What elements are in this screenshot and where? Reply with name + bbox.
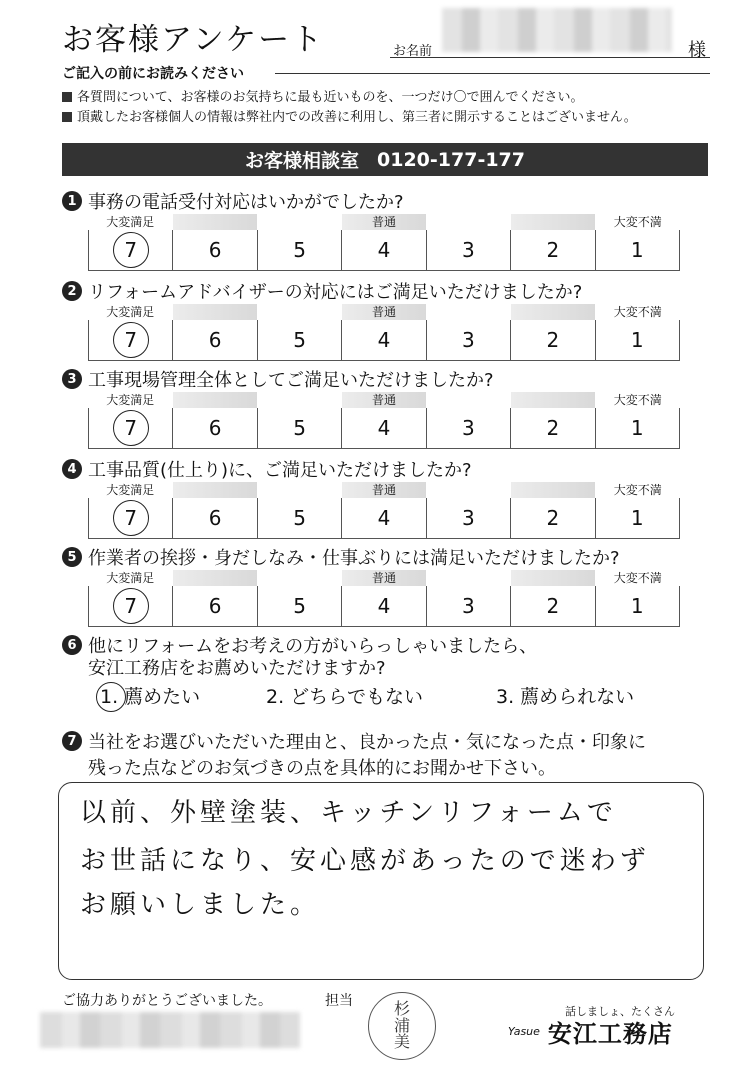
scale-bottom-rule (88, 538, 680, 539)
rating-value: 5 (293, 416, 306, 440)
rating-option-1[interactable] (595, 408, 680, 448)
question-text: 工事品質(仕上り)に、ご満足いただけましたか? (88, 460, 472, 481)
rating-value: 2 (546, 594, 560, 618)
rating-value: 1 (630, 506, 644, 530)
question-3 (62, 366, 494, 392)
scale-header-band (426, 214, 511, 230)
scale-header-band (257, 392, 342, 408)
scale-label-best: 大変満足 (88, 304, 173, 320)
option-recommend[interactable]: 1. 薦めたい (100, 686, 201, 708)
question-1 (62, 188, 404, 214)
name-redacted (442, 8, 672, 52)
rating-value: 4 (377, 416, 391, 440)
scale-header-band (426, 482, 511, 498)
scale-label-best: 大変満足 (88, 392, 173, 408)
selected-rating-ring (113, 588, 149, 624)
scale-label-best: 大変満足 (88, 482, 173, 498)
rating-option-3[interactable] (426, 498, 510, 538)
rating-option-6[interactable] (172, 586, 256, 626)
rating-value: 3 (462, 416, 475, 440)
scale-bottom-rule (88, 448, 680, 449)
rating-value: 2 (546, 416, 560, 440)
banner-label: お客様相談室 (245, 150, 360, 172)
question-text: 事務の電話受付対応はいかがでしたか? (88, 192, 404, 213)
rating-option-5[interactable] (257, 498, 341, 538)
intro-line: 各質問について、お客様のお気持ちに最も近いものを、一つだけ〇で囲んでください。 (62, 86, 583, 105)
staff-seal-stamp: 杉 浦 美 (368, 992, 436, 1060)
question-number-icon: 4 (62, 459, 82, 479)
rating-option-5[interactable] (257, 408, 341, 448)
rating-value: 4 (377, 506, 391, 530)
handwritten-answer-line: お世話になり、安心感があったので迷わず (80, 846, 650, 876)
rating-option-3[interactable] (426, 408, 510, 448)
rating-value: 2 (546, 238, 560, 262)
rating-value: 1 (630, 328, 644, 352)
scale-label-worst: 大変不満 (595, 570, 680, 586)
question-text: 当社をお選びいただいた理由と、良かった点・気になった点・印象に (88, 732, 646, 753)
rating-option-5[interactable] (257, 230, 341, 270)
rating-value: 6 (208, 506, 222, 530)
option-not-recommend[interactable]: 3. 薦められない (496, 686, 635, 708)
scale-header-band (173, 570, 258, 586)
rating-option-5[interactable] (257, 320, 341, 360)
rating-option-2[interactable] (510, 498, 594, 538)
rating-value: 2 (546, 506, 560, 530)
rating-value: 6 (208, 328, 222, 352)
handwritten-answer-line: お願いしました。 (80, 890, 321, 920)
rating-scale (88, 482, 680, 540)
question-5 (62, 544, 620, 570)
rating-option-4[interactable] (341, 408, 425, 448)
company-logo (508, 1014, 673, 1049)
question-text: 工事現場管理全体としてご満足いただけましたか? (88, 370, 494, 391)
rating-value: 4 (377, 238, 391, 262)
question-text-line2: 残った点などのお気づきの点を具体的にお聞かせ下さい。 (88, 758, 556, 779)
rating-option-2[interactable] (510, 230, 594, 270)
selected-rating-ring (113, 322, 149, 358)
rating-value: 1 (630, 594, 644, 618)
rating-value: 3 (462, 328, 475, 352)
rating-value: 6 (208, 238, 222, 262)
rating-value: 3 (462, 238, 475, 262)
rating-option-4[interactable] (341, 320, 425, 360)
staff-label: 担当 (325, 993, 353, 1009)
handwritten-answer-line: 以前、外壁塗装、キッチンリフォームで (80, 798, 617, 828)
scale-header-band (426, 304, 511, 320)
rating-value: 5 (293, 238, 306, 262)
scale-header-band (426, 392, 511, 408)
scale-header-band (173, 304, 258, 320)
question-text-line2: 安江工務店をお薦めいただけますか? (88, 658, 386, 679)
rating-value: 1 (630, 238, 644, 262)
scale-label-best: 大変満足 (88, 214, 173, 230)
rating-option-5[interactable] (257, 586, 341, 626)
rating-scale (88, 214, 680, 272)
scale-bottom-rule (88, 626, 680, 627)
rating-option-3[interactable] (426, 320, 510, 360)
intro-heading: ご記入の前にお読みください (62, 66, 244, 82)
question-number-icon: 3 (62, 369, 82, 389)
rating-value: 2 (546, 328, 560, 352)
rating-value: 1 (630, 416, 644, 440)
scale-header-band (511, 482, 596, 498)
banner-phone: 0120-177-177 (377, 148, 525, 171)
scale-header-band (257, 214, 342, 230)
rating-scale (88, 570, 680, 628)
rating-option-2[interactable] (510, 320, 594, 360)
rating-option-4[interactable] (341, 230, 425, 270)
scale-label-worst: 大変不満 (595, 482, 680, 498)
scale-header-band (257, 570, 342, 586)
intro-line: 頂戴したお客様個人の情報は弊社内での改善に利用し、第三者に開示することはございません。 (62, 106, 637, 125)
question-text: リフォームアドバイザーの対応にはご満足いただけましたか? (88, 282, 583, 303)
scale-header-band (173, 214, 258, 230)
scale-label-mid: 普通 (342, 214, 427, 230)
rating-value: 6 (208, 594, 222, 618)
question-number-icon: 2 (62, 281, 82, 301)
scale-label-worst: 大変不満 (595, 392, 680, 408)
scale-label-worst: 大変不満 (595, 304, 680, 320)
rating-value: 5 (293, 328, 306, 352)
scale-header-band (511, 214, 596, 230)
customer-service-banner (62, 143, 708, 176)
scale-header-band (173, 482, 258, 498)
name-underline (390, 57, 710, 58)
leaf-logo-icon: Yasue (508, 1025, 540, 1038)
name-suffix: 様 (688, 40, 706, 61)
question-number-icon: 1 (62, 191, 82, 211)
rating-option-7[interactable] (88, 498, 172, 538)
rating-value: 7 (124, 416, 138, 440)
rating-option-2[interactable] (510, 408, 594, 448)
company-tagline: 話しましょ、たくさん (565, 1005, 675, 1018)
square-bullet-icon (62, 92, 72, 102)
scale-label-mid: 普通 (342, 570, 427, 586)
question-4 (62, 456, 472, 482)
option-neutral[interactable]: 2. どちらでもない (266, 686, 423, 708)
rating-option-6[interactable] (172, 498, 256, 538)
rating-option-6[interactable] (172, 230, 256, 270)
rating-scale (88, 304, 680, 362)
question-number-icon: 7 (62, 731, 82, 751)
rating-option-7[interactable] (88, 230, 172, 270)
rating-option-3[interactable] (426, 230, 510, 270)
rating-option-7[interactable] (88, 320, 172, 360)
rating-option-7[interactable] (88, 408, 172, 448)
rating-value: 4 (377, 328, 391, 352)
rating-scale (88, 392, 680, 450)
rating-option-4[interactable] (341, 498, 425, 538)
rating-value: 7 (124, 594, 138, 618)
scale-label-worst: 大変不満 (595, 214, 680, 230)
scale-header-band (511, 304, 596, 320)
page-title: お客様アンケート (62, 22, 325, 58)
scale-header-band (511, 570, 596, 586)
rating-value: 5 (293, 594, 306, 618)
rating-option-1[interactable] (595, 320, 680, 360)
rating-value: 7 (124, 238, 138, 262)
rating-option-4[interactable] (341, 586, 425, 626)
question-number-icon: 5 (62, 547, 82, 567)
rating-value: 7 (124, 506, 138, 530)
scale-header-band (257, 482, 342, 498)
rating-option-1[interactable] (595, 230, 680, 270)
rating-value: 3 (462, 506, 475, 530)
company-name: 安江工務店 (547, 1020, 673, 1048)
question-7 (62, 728, 646, 754)
rating-option-2[interactable] (510, 586, 594, 626)
scale-bottom-rule (88, 270, 680, 271)
scale-header-band (257, 304, 342, 320)
rating-option-3[interactable] (426, 586, 510, 626)
rating-value: 4 (377, 594, 391, 618)
rating-value: 3 (462, 594, 475, 618)
rating-option-6[interactable] (172, 320, 256, 360)
square-bullet-icon (62, 112, 72, 122)
thanks-text: ご協力ありがとうございました。 (62, 993, 272, 1009)
redacted-area (40, 1012, 300, 1048)
intro-rule (275, 73, 710, 74)
rating-value: 7 (124, 328, 138, 352)
rating-option-1[interactable] (595, 498, 680, 538)
question-text: 作業者の挨拶・身だしなみ・仕事ぶりには満足いただけましたか? (88, 548, 620, 569)
question-text: 他にリフォームをお考えの方がいらっしゃいましたら、 (88, 636, 538, 657)
scale-label-mid: 普通 (342, 392, 427, 408)
rating-value: 5 (293, 506, 306, 530)
rating-option-1[interactable] (595, 586, 680, 626)
rating-option-6[interactable] (172, 408, 256, 448)
name-label: お名前 (393, 44, 433, 59)
scale-label-mid: 普通 (342, 304, 427, 320)
selected-rating-ring (113, 410, 149, 446)
selected-rating-ring (113, 500, 149, 536)
rating-option-7[interactable] (88, 586, 172, 626)
rating-value: 6 (208, 416, 222, 440)
question-2 (62, 278, 582, 304)
scale-header-band (511, 392, 596, 408)
scale-label-mid: 普通 (342, 482, 427, 498)
scale-header-band (173, 392, 258, 408)
selected-rating-ring (113, 232, 149, 268)
scale-label-best: 大変満足 (88, 570, 173, 586)
question-number-icon: 6 (62, 635, 82, 655)
scale-header-band (426, 570, 511, 586)
scale-bottom-rule (88, 360, 680, 361)
